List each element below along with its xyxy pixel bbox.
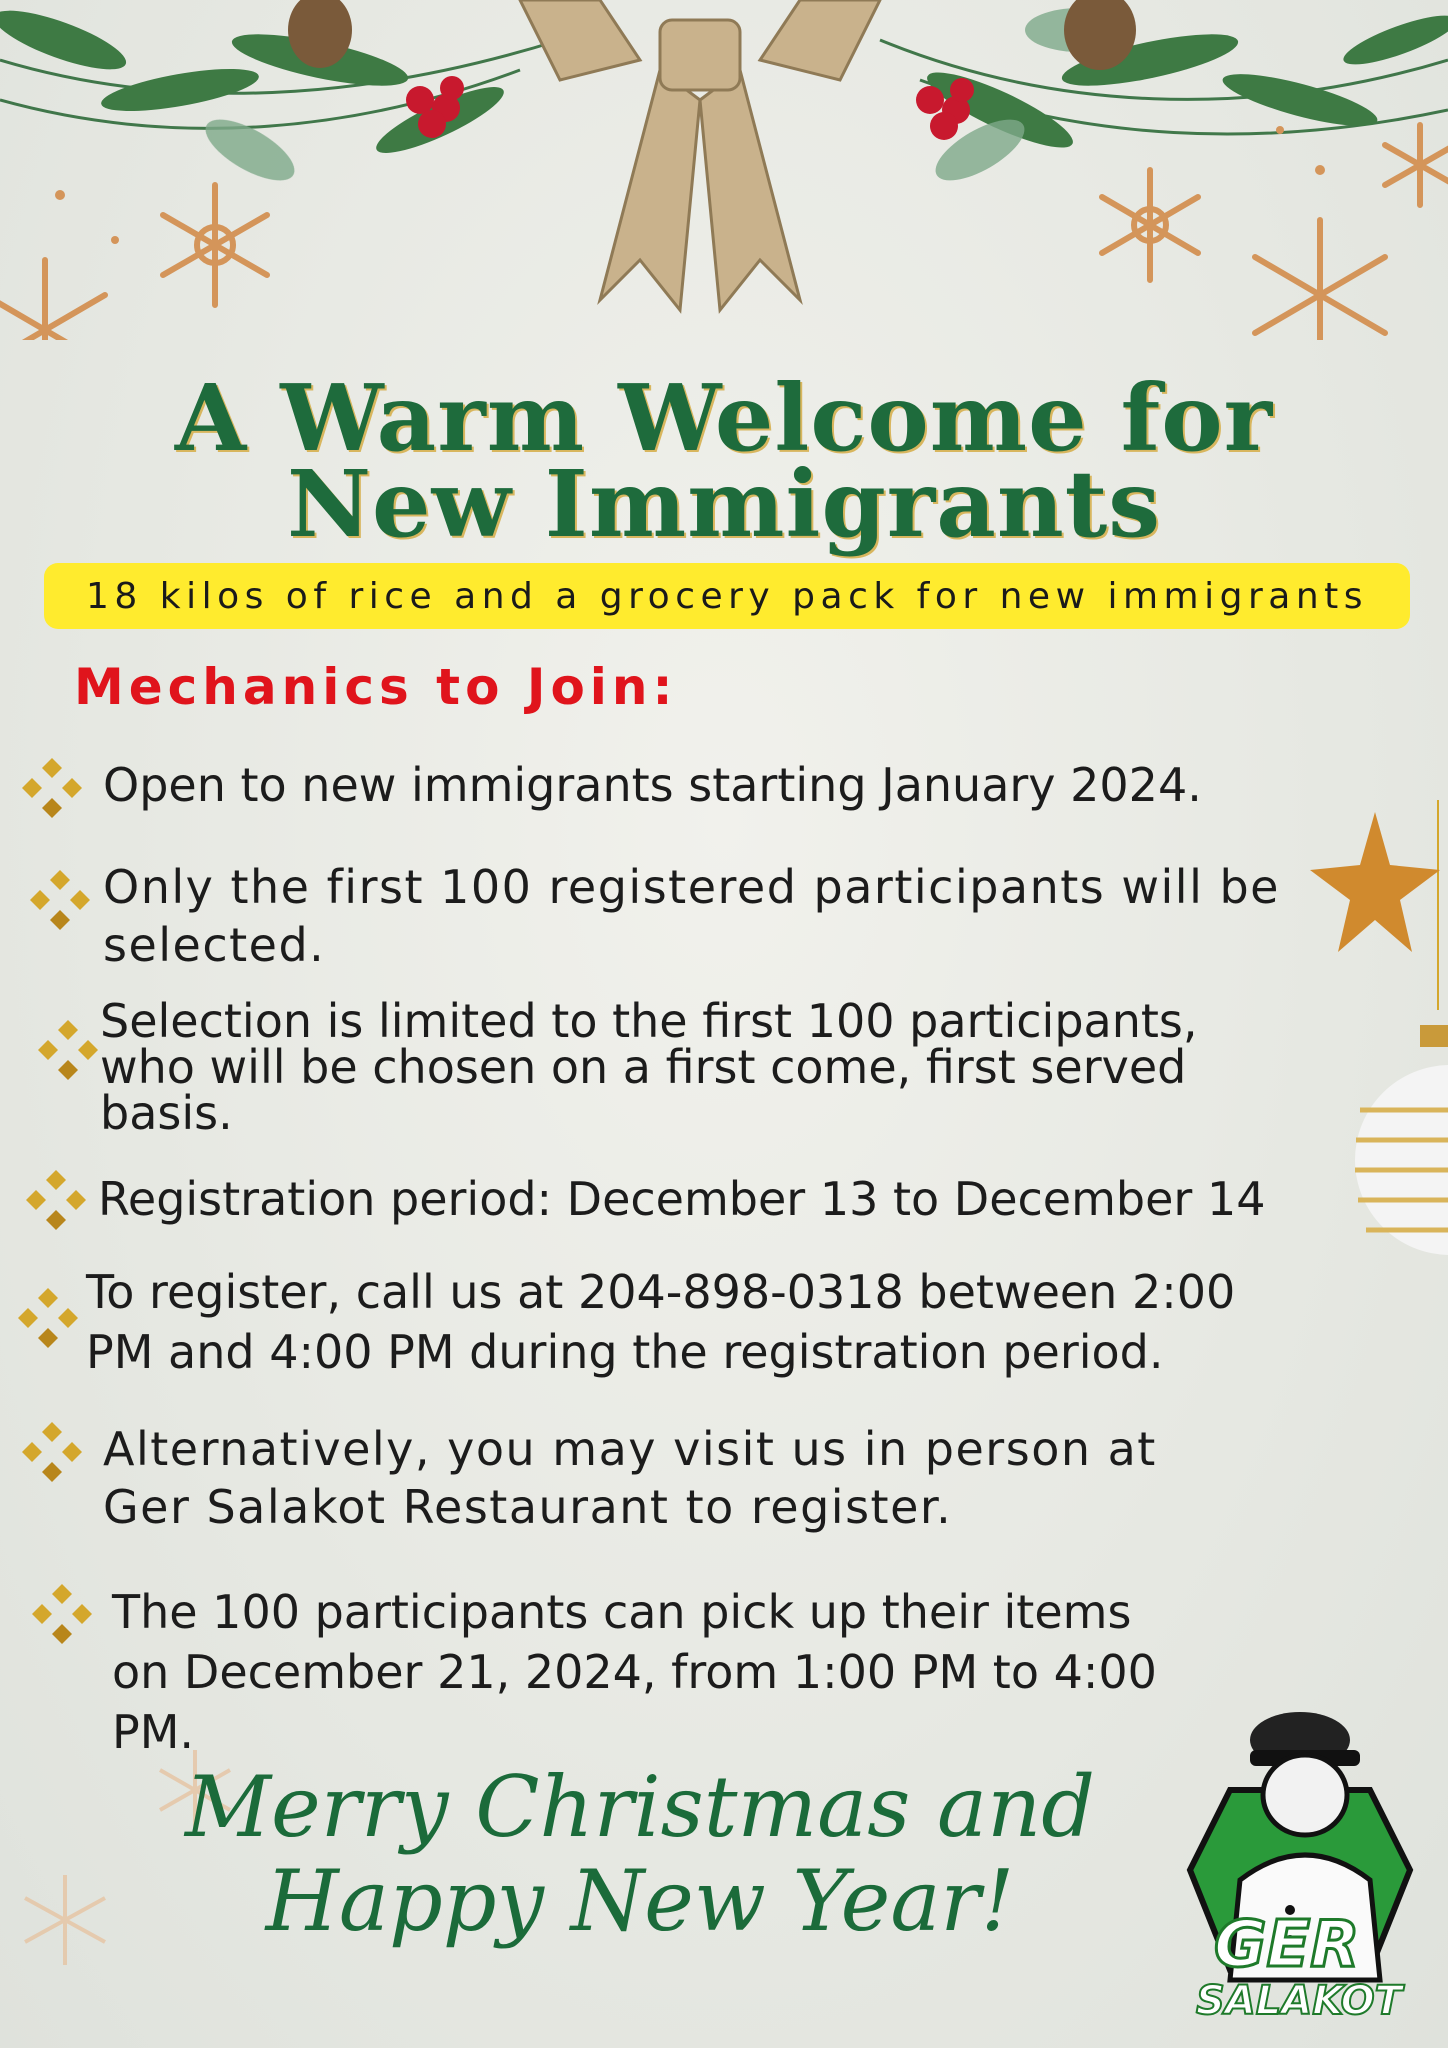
greeting-line-1: Merry Christmas and [185, 1758, 1095, 1856]
gold-diamond-icon [20, 756, 84, 820]
item-text: Registration period: December 13 to December 14 [98, 1172, 1266, 1226]
pine-garland-decoration [0, 0, 1448, 340]
list-item [0, 994, 1300, 1148]
greeting-line-2: Happy New Year! [265, 1852, 1015, 1951]
gold-diamond-icon [28, 868, 92, 932]
logo-text-ger: GER [1214, 1908, 1360, 1982]
item-text: Only the first 100 registered participants will be selected. [103, 860, 1280, 972]
title-line-1: A Warm Welcome for [174, 364, 1274, 472]
gold-diamond-icon [30, 1582, 94, 1646]
logo-text-salakot: SALAKOT [1196, 1978, 1402, 2024]
gold-diamond-icon [24, 1168, 88, 1232]
gold-diamond-icon [36, 1018, 100, 1082]
list-item [0, 748, 1300, 818]
list-item [0, 1164, 1300, 1234]
ger-salakot-logo [1180, 1680, 1430, 2040]
item-text: Alternatively, you may visit us in person at Ger Salakot Restaurant to register. [103, 1422, 1157, 1534]
title-line-2: New Immigrants [286, 450, 1162, 558]
holiday-greeting [180, 1758, 1100, 1951]
banner-text: 18 kilos of rice and a grocery pack for new immigrants [85, 575, 1369, 617]
item-text: To register, call us at 204-898-0318 between 2:00 PM and 4:00 PM during the registration period. [86, 1265, 1236, 1379]
item-text: Selection is limited to the first 100 participants, who will be chosen on a first come, first served basis. [100, 994, 1198, 1140]
list-item [0, 1420, 1300, 1540]
highlight-banner [44, 563, 1410, 629]
item-text: Open to new immigrants starting January 2024. [103, 758, 1202, 812]
gold-diamond-icon [16, 1286, 80, 1350]
list-item [0, 1582, 1300, 1762]
item-text: The 100 participants can pick up their items on December 21, 2024, from 1:00 PM to 4:00 PM. [112, 1585, 1157, 1759]
list-item [0, 858, 1300, 978]
mechanics-heading: Mechanics to Join: [74, 658, 678, 716]
star-ornament-decoration [1290, 800, 1448, 1300]
gold-diamond-icon [20, 1420, 84, 1484]
list-item [0, 1262, 1300, 1382]
